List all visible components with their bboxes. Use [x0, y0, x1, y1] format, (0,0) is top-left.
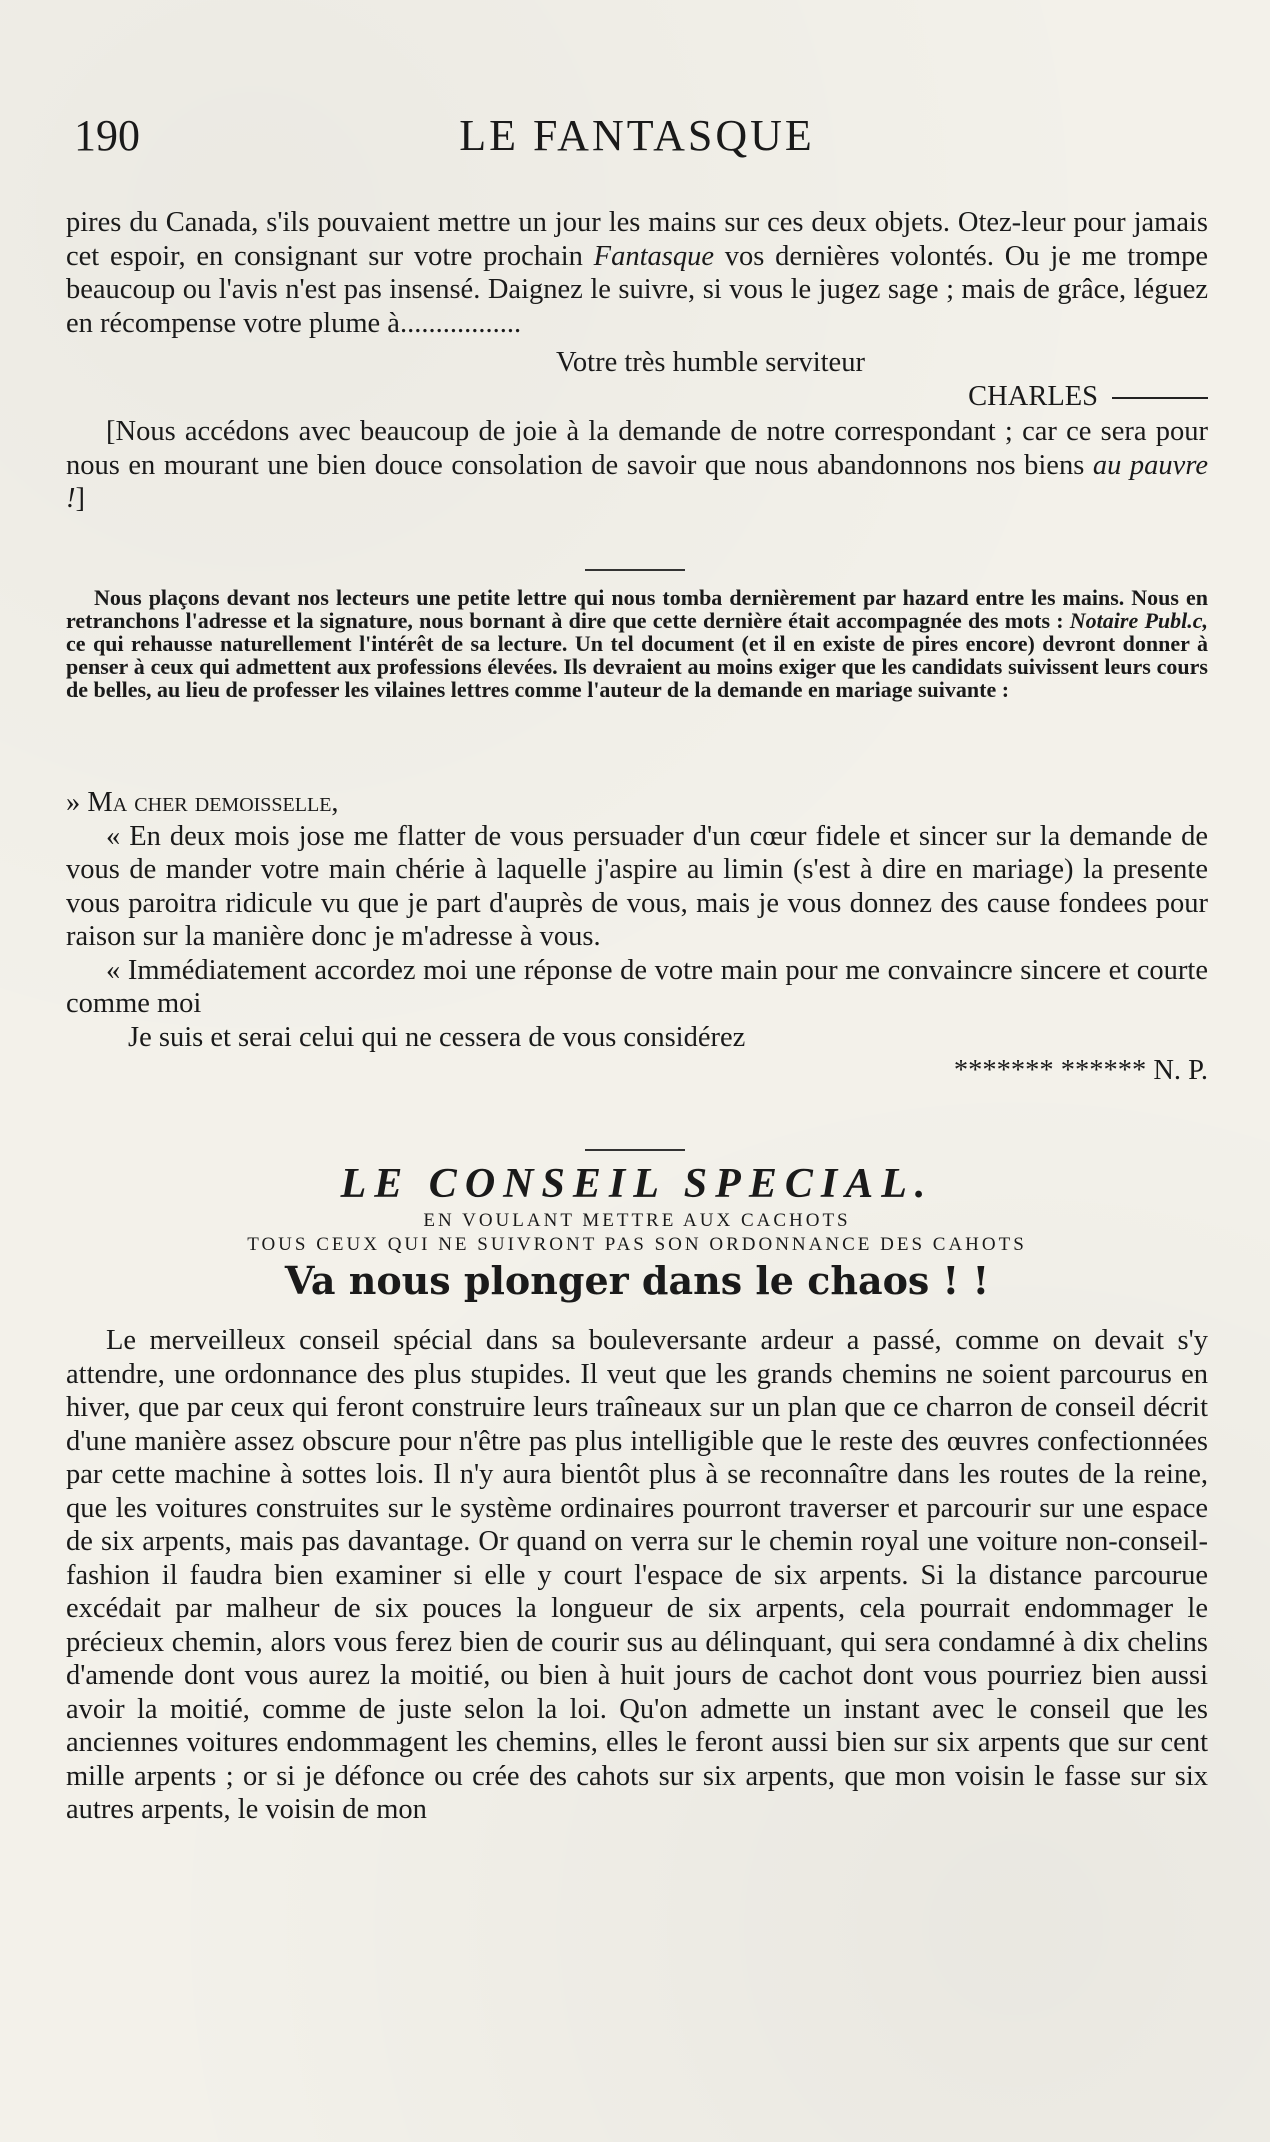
article-body [66, 1324, 1208, 1827]
intro-text-1: Nous plaçons devant nos lecteurs une petite lettre qui nous tomba dernièrement par hazard entre les mains. Nous en retranchons l'adresse et la signature, nous bornant à dire que cette dernière était accompagnée des mots : [66, 585, 1208, 633]
letter-two-p1: « En deux mois jose me flatter de vous persuader d'un cœur fidele et sincer sur la demande de vous de mander votre main chérie à laquelle j'aspire au limin (s'est à dire en mariage) la presente vous paroitra ridicule vu que je part d'auprès de vous, mais je vous donnez des cause fondees pour raison sur la manière donc je m'adresse à vous. [66, 820, 1208, 952]
article-subhead-3: Va nous plonger dans le chaos ! ! [284, 1258, 990, 1303]
section-rule [585, 569, 685, 571]
article-subhead-2: TOUS CEUX QUI NE SUIVRONT PAS SON ORDONNANCE DES CAHOTS [247, 1234, 1027, 1255]
article-headline: LE CONSEIL SPECIAL. [340, 1161, 934, 1207]
article-head [66, 1160, 1208, 1303]
article-subhead-1: EN VOULANT METTRE AUX CACHOTS [423, 1210, 851, 1231]
intro-note [66, 586, 1208, 701]
article-paragraph: Le merveilleux conseil spécial dans sa bouleversante ardeur a passé, comme on devait s'y attendre, une ordonnance des plus stupides. Il veut que les grands chemins ne soient parcourus en hiver, que par ceux qui feront construire leurs traîneaux sur un plan que ce charron de conseil décrit d'une manière assez obscure pour n'être pas plus intelligible que le reste des œuvres confectionnées par cette machine à sottes lois. Il n'y aura bientôt plus à se reconnaître dans les routes de la reine, que les voitures construites sur le système ordinaires pourront traverser et parcourir sur une espace de six arpents, mais pas davantage. Or quand on verra sur le chemin royal une voiture non-conseil-fashion il faudra bien examiner si elle y court l'espace de six arpents. Si la distance parcourue excédait par malheur de six pouces la longueur de six arpents, cela pourrait endommager le précieux chemin, alors vous ferez bien de courir sus au délinquant, qui sera condamné à dix chelins d'amende dont vous aurez la moitié, ou bien à huit jours de cachot dont vous pourriez bien aussi avoir la moitié, comme de juste selon la loi. Qu'on admette un instant avec le conseil que les anciennes voitures endommagent les chemins, elles le feront aussi bien sur six arpents que sur cent mille arpents ; or si je défonce ou crée des cahots sur six arpents, que mon voisin le fasse sur six autres arpents, le voisin de mon [66, 1325, 1208, 1825]
running-title: LE FANTASQUE [459, 111, 815, 160]
letter-closing: Votre très humble serviteur [556, 347, 865, 378]
letter-two-p2: « Immédiatement accordez moi une réponse de votre main pour me convaincre sincere et courte comme moi [66, 954, 1208, 1019]
page-number: 190 [74, 111, 140, 160]
letter-text-2: vos dernières volontés. Ou je me trompe beaucoup ou l'avis n'est pas insensé. Daignez le suivre, si vous le jugez sage ; mais de grâce, léguez en récompense votre plume à................. [66, 240, 1209, 339]
letter-signature: CHARLES [968, 380, 1098, 412]
salutation: » Ma cher demoisselle, [66, 787, 339, 818]
letter-em: Fantasque [593, 240, 714, 272]
letter-continuation [66, 206, 1208, 516]
letter-body [66, 206, 1208, 340]
intro-text-2: ce qui rehausse naturellement l'intérêt de sa lecture. Un tel document (et il en existe de pires encore) devront donner à penser à ceux qui admettent aux professions élevées. Ils devraient au moins exiger que les candidats suivissent leurs cours de belles, au lieu de professer les vilaines lettres comme l'auteur de la demande en mariage suivante : [66, 631, 1208, 702]
editor-note-end: ] [75, 483, 85, 514]
intro-paragraph [66, 586, 1208, 701]
editor-note-em: au pauvre ! [66, 449, 1208, 514]
page-header [66, 110, 1208, 170]
letter-two [66, 786, 1208, 1088]
letter-text: pires du Canada, s'ils pouvaient mettre un jour les mains sur ces deux objets. Otez-leur pour jamais cet espoir, en consignant sur votre prochain [66, 207, 1208, 272]
section-rule-2 [585, 1149, 685, 1151]
intro-em: Notaire Publ.c, [1069, 608, 1209, 633]
letter-signature-line [66, 380, 1208, 414]
signature-dash [1112, 397, 1208, 399]
editor-note-text: [Nous accédons avec beaucoup de joie à la demande de notre correspondant ; car ce sera pour nous en mourant une bien douce consolation de savoir que nous abandonnons nos biens [66, 416, 1208, 481]
letter-two-p3: Je suis et serai celui qui ne cessera de vous considérez [128, 1021, 746, 1053]
editor-note [66, 415, 1208, 516]
letter-two-signature: ******* ****** N. P. [953, 1055, 1208, 1086]
